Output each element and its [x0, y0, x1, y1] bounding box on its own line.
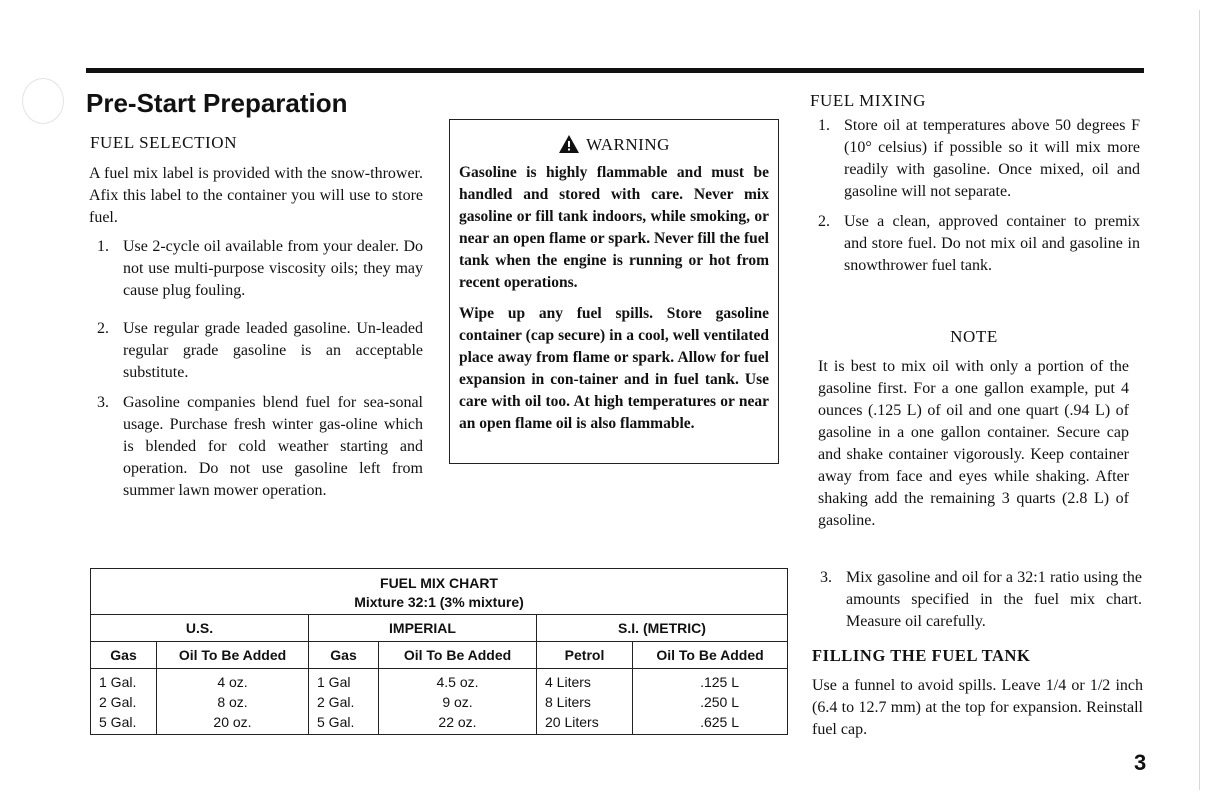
table-cell: .625 L	[633, 712, 788, 735]
list-number: 2.	[97, 320, 109, 337]
fuel-mixing-list	[810, 115, 1140, 277]
page-title: Pre-Start Preparation	[86, 88, 348, 118]
table-cell: 1 Gal	[309, 669, 379, 693]
header-rule	[86, 68, 1144, 73]
table-cell: .250 L	[633, 692, 788, 712]
column-header: Petrol	[537, 642, 633, 669]
chart-group-imperial: IMPERIAL	[309, 615, 537, 642]
list-item	[810, 115, 1140, 203]
table-cell: 8 oz.	[157, 692, 309, 712]
list-item	[810, 211, 1140, 277]
list-text: Use regular grade leaded gasoline. Un-leaded regular grade gasoline is an acceptable substitute.	[123, 320, 423, 381]
column-header: Gas	[91, 642, 157, 669]
table-cell: 8 Liters	[537, 692, 633, 712]
list-text: Gasoline companies blend fuel for sea-sonal usage. Purchase fresh winter gas-oline which is blended for cold weather starting and operation. Do not use gasoline left from summer lawn mower operation.	[123, 394, 423, 499]
column-header: Oil To Be Added	[379, 642, 537, 669]
list-text: Store oil at temperatures above 50 degrees F (10° celsius) if possible so it will mix more readily with gasoline. Once mixed, oil and gasoline will not separate.	[844, 117, 1140, 200]
note-heading: NOTE	[950, 327, 998, 346]
table-cell: 5 Gal.	[99, 714, 137, 730]
list-item	[89, 318, 423, 384]
fuel-mixing-heading: FUEL MIXING	[810, 91, 926, 110]
table-cell: 1 Gal.	[99, 674, 137, 690]
table-cell: 22 oz.	[379, 712, 537, 735]
chart-group-us: U.S.	[91, 615, 309, 642]
list-item	[89, 392, 423, 502]
table-row	[91, 692, 788, 712]
table-cell: 20 oz.	[157, 712, 309, 735]
list-number: 1.	[818, 117, 830, 134]
table-cell: 9 oz.	[379, 692, 537, 712]
fuel-mix-chart	[90, 568, 788, 735]
list-number: 1.	[97, 238, 109, 255]
table-cell: 4 Liters	[537, 669, 633, 693]
table-cell: 2 Gal.	[309, 692, 379, 712]
list-text: Mix gasoline and oil for a 32:1 ratio using the amounts specified in the fuel mix chart. Measure oil carefully.	[846, 569, 1142, 630]
chart-title: FUEL MIX CHART	[380, 575, 498, 591]
table-cell: 20 Liters	[537, 712, 633, 735]
column-header: Oil To Be Added	[633, 642, 788, 669]
warning-heading: WARNING	[586, 135, 670, 154]
table-cell: 4.5 oz.	[379, 669, 537, 693]
fuel-selection-list	[89, 236, 423, 502]
warning-paragraph-2: Wipe up any fuel spills. Store gasoline container (cap secure) in a cool, well ventilated place away from flame or spark. Allow for fuel expansion in con-tainer and in fuel tank. Use care with oil too. At high temperatures or near an open flame oil is also flammable.	[459, 305, 769, 432]
fuel-selection-heading: FUEL SELECTION	[90, 133, 238, 152]
filling-text: Use a funnel to avoid spills. Leave 1/4 or 1/2 inch (6.4 to 12.7 mm) at the top for expansion. Reinstall fuel cap.	[812, 677, 1143, 738]
table-row	[91, 712, 788, 735]
list-text: Use a clean, approved container to premix and store fuel. Do not mix oil and gasoline in snowthrower fuel tank.	[844, 213, 1140, 274]
chart-group-metric: S.I. (METRIC)	[537, 615, 788, 642]
list-text: Use 2-cycle oil available from your dealer. Do not use multi-purpose viscosity oils; they may cause plug fouling.	[123, 238, 423, 299]
warning-triangle-icon	[558, 134, 580, 154]
list-item	[89, 236, 423, 302]
table-row	[91, 669, 788, 693]
page-number: 3	[1134, 750, 1147, 775]
list-number: 3.	[97, 394, 109, 411]
table-cell: 2 Gal.	[99, 694, 137, 710]
warning-header	[459, 134, 769, 162]
fuel-mixing-list-continued	[812, 567, 1142, 633]
warning-paragraph-1: Gasoline is highly flammable and must be handled and stored with care. Never mix gasoline or fill tank indoors, while smoking, or near an open flame or spark. Never fill the fuel tank when the engine is running or hot from recent operations.	[459, 164, 769, 291]
column-header: Oil To Be Added	[157, 642, 309, 669]
binding-hole-mark	[22, 78, 64, 124]
list-number: 3.	[820, 569, 832, 586]
filling-heading: FILLING THE FUEL TANK	[812, 646, 1031, 665]
note-text: It is best to mix oil with only a portion of the gasoline first. For a one gallon example, put 4 ounces (.125 L) of oil and one quart (.94 L) of gasoline in a one gallon container. Secure cap and shake container vigorously. Keep container away from face and eyes while shaking. After shaking add the remaining 3 quarts (2.8 L) of gasoline.	[818, 358, 1129, 529]
page-edge-line	[1199, 10, 1200, 790]
list-number: 2.	[818, 213, 830, 230]
column-header: Gas	[309, 642, 379, 669]
table-cell: .125 L	[633, 669, 788, 693]
list-item	[812, 567, 1142, 633]
table-cell: 4 oz.	[157, 669, 309, 693]
warning-box	[449, 119, 779, 464]
fuel-selection-intro: A fuel mix label is provided with the snow-thrower. Afix this label to the container you will use to store fuel.	[89, 165, 423, 226]
chart-subtitle: Mixture 32:1 (3% mixture)	[91, 593, 788, 615]
table-cell: 5 Gal.	[309, 712, 379, 735]
